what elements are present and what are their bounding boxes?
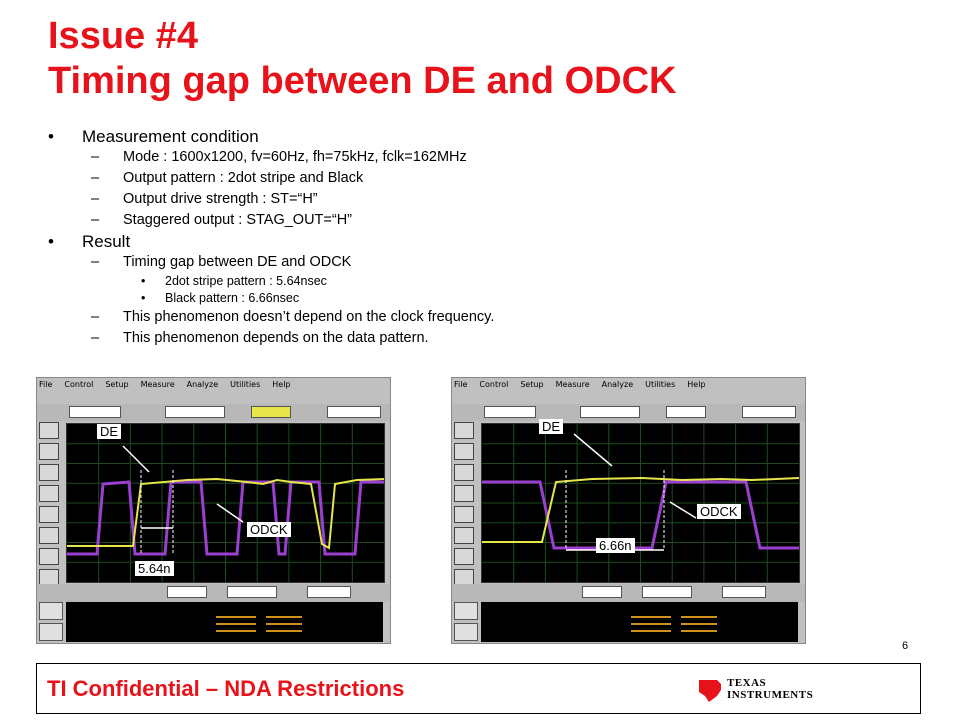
bullet-mark: • [141, 291, 146, 305]
menu-measure: Measure [555, 380, 590, 389]
menu-control: Control [479, 380, 509, 389]
channel-field [251, 406, 291, 418]
scope-display [481, 419, 800, 583]
scope-button [454, 527, 474, 544]
footer-bar [36, 663, 921, 714]
scope-button [39, 506, 59, 523]
bullet-mark: • [48, 232, 54, 251]
sub-bullet-text: This phenomenon doesn’t depend on the clock frequency. [123, 309, 495, 325]
bullet-text: Result [82, 232, 131, 251]
menu-analyze: Analyze [186, 380, 219, 389]
scope-button [39, 422, 59, 439]
sub-sub-bullet [48, 273, 908, 290]
sub-bullet-text: Staggered output : STAG_OUT=“H” [123, 212, 353, 228]
menu-file: File [454, 380, 468, 389]
dash-mark: – [91, 170, 100, 186]
menu-file: File [39, 380, 53, 389]
waveform-plot [482, 424, 799, 582]
scope-toolbar [37, 404, 390, 421]
trigger-field [307, 586, 351, 598]
callout-arrow [670, 502, 696, 518]
sub-bullet-text: Timing gap between DE and ODCK [123, 254, 352, 270]
timebase-field [582, 586, 622, 598]
menu-utilities: Utilities [230, 380, 261, 389]
menu-setup: Setup [105, 380, 129, 389]
delay-field [642, 586, 692, 598]
bullet-mark: • [48, 127, 54, 146]
scope-button [39, 602, 63, 620]
measurement-readout [66, 602, 383, 642]
sub-bullet [48, 147, 908, 168]
menu-control: Control [64, 380, 94, 389]
scope-button [454, 422, 474, 439]
scope-button [454, 548, 474, 565]
channel-field [666, 406, 706, 418]
bullet-measurement [48, 126, 908, 147]
ti-wordmark-line: INSTRUMENTS [727, 689, 814, 701]
sub-bullet [48, 168, 908, 189]
scope-timebase-bar [452, 584, 805, 602]
menu-help: Help [687, 380, 706, 389]
scope-button [454, 623, 478, 641]
channel-field [580, 406, 640, 418]
sub-bullet [48, 189, 908, 210]
dash-mark: – [91, 191, 100, 207]
title-line-2: Timing gap between DE and ODCK [48, 60, 677, 102]
menu-measure: Measure [140, 380, 175, 389]
odck-label: ODCK [697, 504, 741, 519]
scope-button [454, 602, 478, 620]
scope-bottom-buttons [39, 602, 63, 644]
timebase-field [167, 586, 207, 598]
sub-bullet [48, 252, 908, 273]
bullet-mark: • [141, 274, 146, 288]
scale-field [484, 406, 536, 418]
sub-bullet-text: Output pattern : 2dot stripe and Black [123, 170, 364, 186]
channel-field [742, 406, 796, 418]
scope-menubar [37, 378, 390, 391]
scale-field [69, 406, 121, 418]
bullet-list [48, 126, 908, 349]
bullet-text: Measurement condition [82, 127, 259, 146]
ti-wordmark [727, 677, 813, 701]
oscilloscope-screenshot-right [451, 377, 806, 644]
scope-toolbar [452, 404, 805, 421]
menu-help: Help [272, 380, 291, 389]
scope-button [39, 443, 59, 460]
odck-label: ODCK [247, 522, 291, 537]
de-label: DE [97, 424, 121, 439]
callout-arrow [574, 434, 612, 466]
scope-button [39, 485, 59, 502]
scope-button [39, 464, 59, 481]
sub-bullet [48, 328, 908, 349]
scope-button [454, 506, 474, 523]
scope-timebase-bar [37, 584, 390, 602]
scope-button [39, 623, 63, 641]
dash-mark: – [91, 330, 100, 346]
dash-mark: – [91, 309, 100, 325]
menu-analyze: Analyze [601, 380, 634, 389]
sub-bullet [48, 307, 908, 328]
menu-setup: Setup [520, 380, 544, 389]
sub-bullet [48, 210, 908, 231]
scope-bottom-buttons [454, 602, 478, 644]
readout-lines [481, 602, 798, 642]
scope-button [454, 485, 474, 502]
scope-display [66, 423, 385, 583]
de-label: DE [539, 419, 563, 434]
gap-label: 6.66n [596, 538, 635, 553]
confidential-notice: TI Confidential – NDA Restrictions [47, 676, 405, 701]
scope-button [39, 548, 59, 565]
dash-mark: – [91, 254, 100, 270]
slide-title [48, 14, 676, 104]
dash-mark: – [91, 212, 100, 228]
scope-button [454, 443, 474, 460]
menu-utilities: Utilities [645, 380, 676, 389]
scope-button [454, 464, 474, 481]
page-number: 6 [902, 640, 909, 652]
title-line-1: Issue #4 [48, 15, 198, 57]
dash-mark: – [91, 149, 100, 165]
oscilloscope-screenshot-left [36, 377, 391, 644]
bullet-result [48, 231, 908, 252]
waveform-plot [67, 424, 384, 582]
sub-bullet-text: Output drive strength : ST=“H” [123, 191, 318, 207]
channel-field [165, 406, 225, 418]
readout-lines [66, 602, 383, 642]
sub-sub-bullet-text: 2dot stripe pattern : 5.64nsec [165, 274, 327, 288]
gap-label: 5.64n [135, 561, 174, 576]
scope-menubar [452, 378, 805, 391]
callout-arrow [123, 446, 149, 472]
measurement-readout [481, 602, 798, 642]
sub-sub-bullet [48, 290, 908, 307]
ti-wordmark-line: TEXAS [727, 677, 767, 689]
trigger-field [722, 586, 766, 598]
scope-side-buttons [39, 422, 63, 590]
channel-field [327, 406, 381, 418]
scope-side-buttons [454, 422, 478, 590]
sub-bullet-text: This phenomenon depends on the data pattern. [123, 330, 429, 346]
sub-bullet-text: Mode : 1600x1200, fv=60Hz, fh=75kHz, fclk=162MHz [123, 149, 467, 165]
scope-button [39, 527, 59, 544]
sub-sub-bullet-text: Black pattern : 6.66nsec [165, 291, 300, 305]
delay-field [227, 586, 277, 598]
